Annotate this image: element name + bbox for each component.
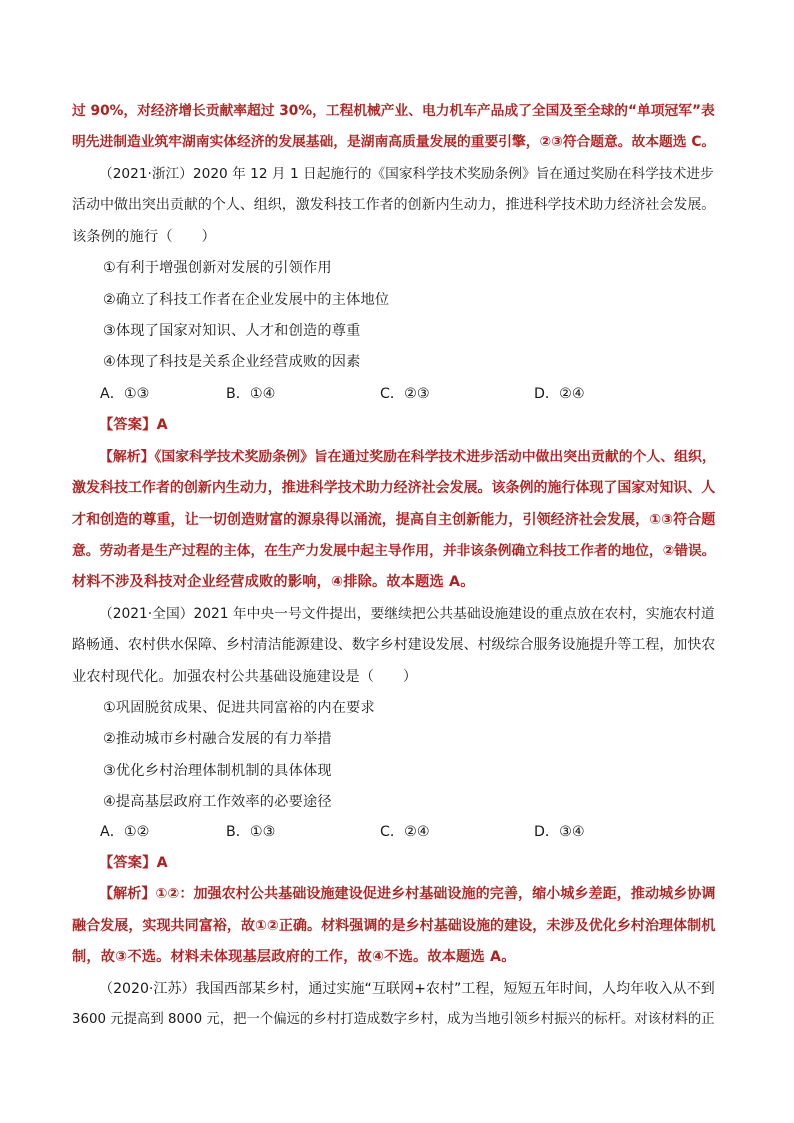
question-2-answer [99,853,168,873]
question-2-item-2: ②推动城市乡村融合发展的有力举措 [103,731,332,747]
question-2-option-c: C．②④ [380,824,430,840]
question-1-option-d: D．②④ [534,386,585,402]
question-2-stem-line-1: （2021·全国）2021 年中央一号文件提出，要继续把公共基础设施建设的重点放在农村，实施农村道 [99,606,715,622]
question-1-answer [99,415,168,435]
question-1-stem-line-3: 该条例的施行（ ） [72,229,216,245]
explanation-tag: 【解析】 [99,449,155,465]
question-2-explanation-line-3: 制，故③不选。材料未体现基层政府的工作，故④不选。故本题选 A。 [72,949,516,965]
prev-explanation-line-2: 明先进制造业筑牢湖南实体经济的发展基础，是湖南高质量发展的重要引擎，②③符合题意。故本题选 C。 [72,134,716,150]
question-2-explanation-line-2: 融合发展，实现共同富裕，故①②正确。材料强调的是乡村基础设施的建设，未涉及优化乡村治理体制机 [72,918,716,934]
question-1-explanation-line-3: 才和创造的尊重，让一切创造财富的源泉得以涌流，提高自主创新能力，引领经济社会发展，①③符合题 [72,512,716,528]
answer-value: A [156,417,168,433]
prev-explanation-line-1: 过 90%，对经济增长贡献率超过 30%，工程机械产业、电力机车产品成了全国及至全球的“单项冠军”表 [72,103,715,119]
question-1-stem-line-2: 活动中做出突出贡献的个人、组织，激发科技工作者的创新内生动力，推进科学技术助力经济社会发展。 [72,197,716,213]
question-2-item-1: ①巩固脱贫成果、促进共同富裕的内在要求 [103,700,375,716]
question-2-option-b: B．①③ [226,824,276,840]
answer-value: A [156,855,168,871]
question-2-item-3: ③优化乡村治理体制机制的具体体现 [103,763,332,779]
question-2-explanation-line-1: 【解析】①②：加强农村公共基础设施建设促进乡村基础设施的完善，缩小城乡差距，推动城乡协调 [99,886,716,902]
question-1-item-2: ②确立了科技工作者在企业发展中的主体地位 [103,292,390,308]
question-3-stem-line-2: 3600 元提高到 8000 元，把一个偏远的乡村打造成数字乡村，成为当地引领乡村振兴的标杆。对该材料的正 [72,1012,715,1027]
question-2-option-d: D．③④ [534,824,585,840]
question-1-stem-line-1: （2021·浙江）2020 年 12 月 1 日起施行的《国家科学技术奖励条例》旨在通过奖励在科学技术进步 [99,166,714,182]
question-2-stem-line-2: 路畅通、农村供水保障、乡村清洁能源建设、数字乡村建设发展、村级综合服务设施提升等工程，加快农 [72,637,716,653]
answer-tag: 【答案】 [99,417,157,433]
question-2-option-a: A．①② [100,824,150,840]
question-1-item-4: ④体现了科技是关系企业经营成败的因素 [103,354,361,370]
question-3-stem-line-1: （2020·江苏）我国西部某乡村，通过实施“互联网+农村”工程，短短五年时间，人均年收入从不到 [99,981,715,997]
question-1-explanation-line-5: 材料不涉及科技对企业经营成败的影响，④排除。故本题选 A。 [72,574,475,590]
question-1-option-a: A．①③ [100,386,150,402]
answer-tag: 【答案】 [99,855,157,871]
question-2-item-4: ④提高基层政府工作效率的必要途径 [103,794,332,810]
question-1-explanation-line-4: 意。劳动者是生产过程的主体，在生产力发展中起主导作用，并非该条例确立科技工作者的地位，②错误。 [72,543,716,559]
explanation-tag: 【解析】 [99,886,156,902]
question-1-item-1: ①有利于增强创新对发展的引领作用 [103,260,332,276]
question-2-stem-line-3: 业农村现代化。加强农村公共基础设施建设是（ ） [72,669,418,685]
question-1-item-3: ③体现了国家对知识、人才和创造的尊重 [103,323,361,339]
question-1-explanation-line-2: 激发科技工作者的创新内生动力，推进科学技术助力经济社会发展。该条例的施行体现了国家对知识、人 [72,480,716,496]
question-1-option-c: C．②③ [380,386,430,402]
question-1-explanation-line-1: 【解析】《国家科学技术奖励条例》旨在通过奖励在科学技术进步活动中做出突出贡献的个人、组织， [99,449,716,465]
question-1-option-b: B．①④ [226,386,276,402]
